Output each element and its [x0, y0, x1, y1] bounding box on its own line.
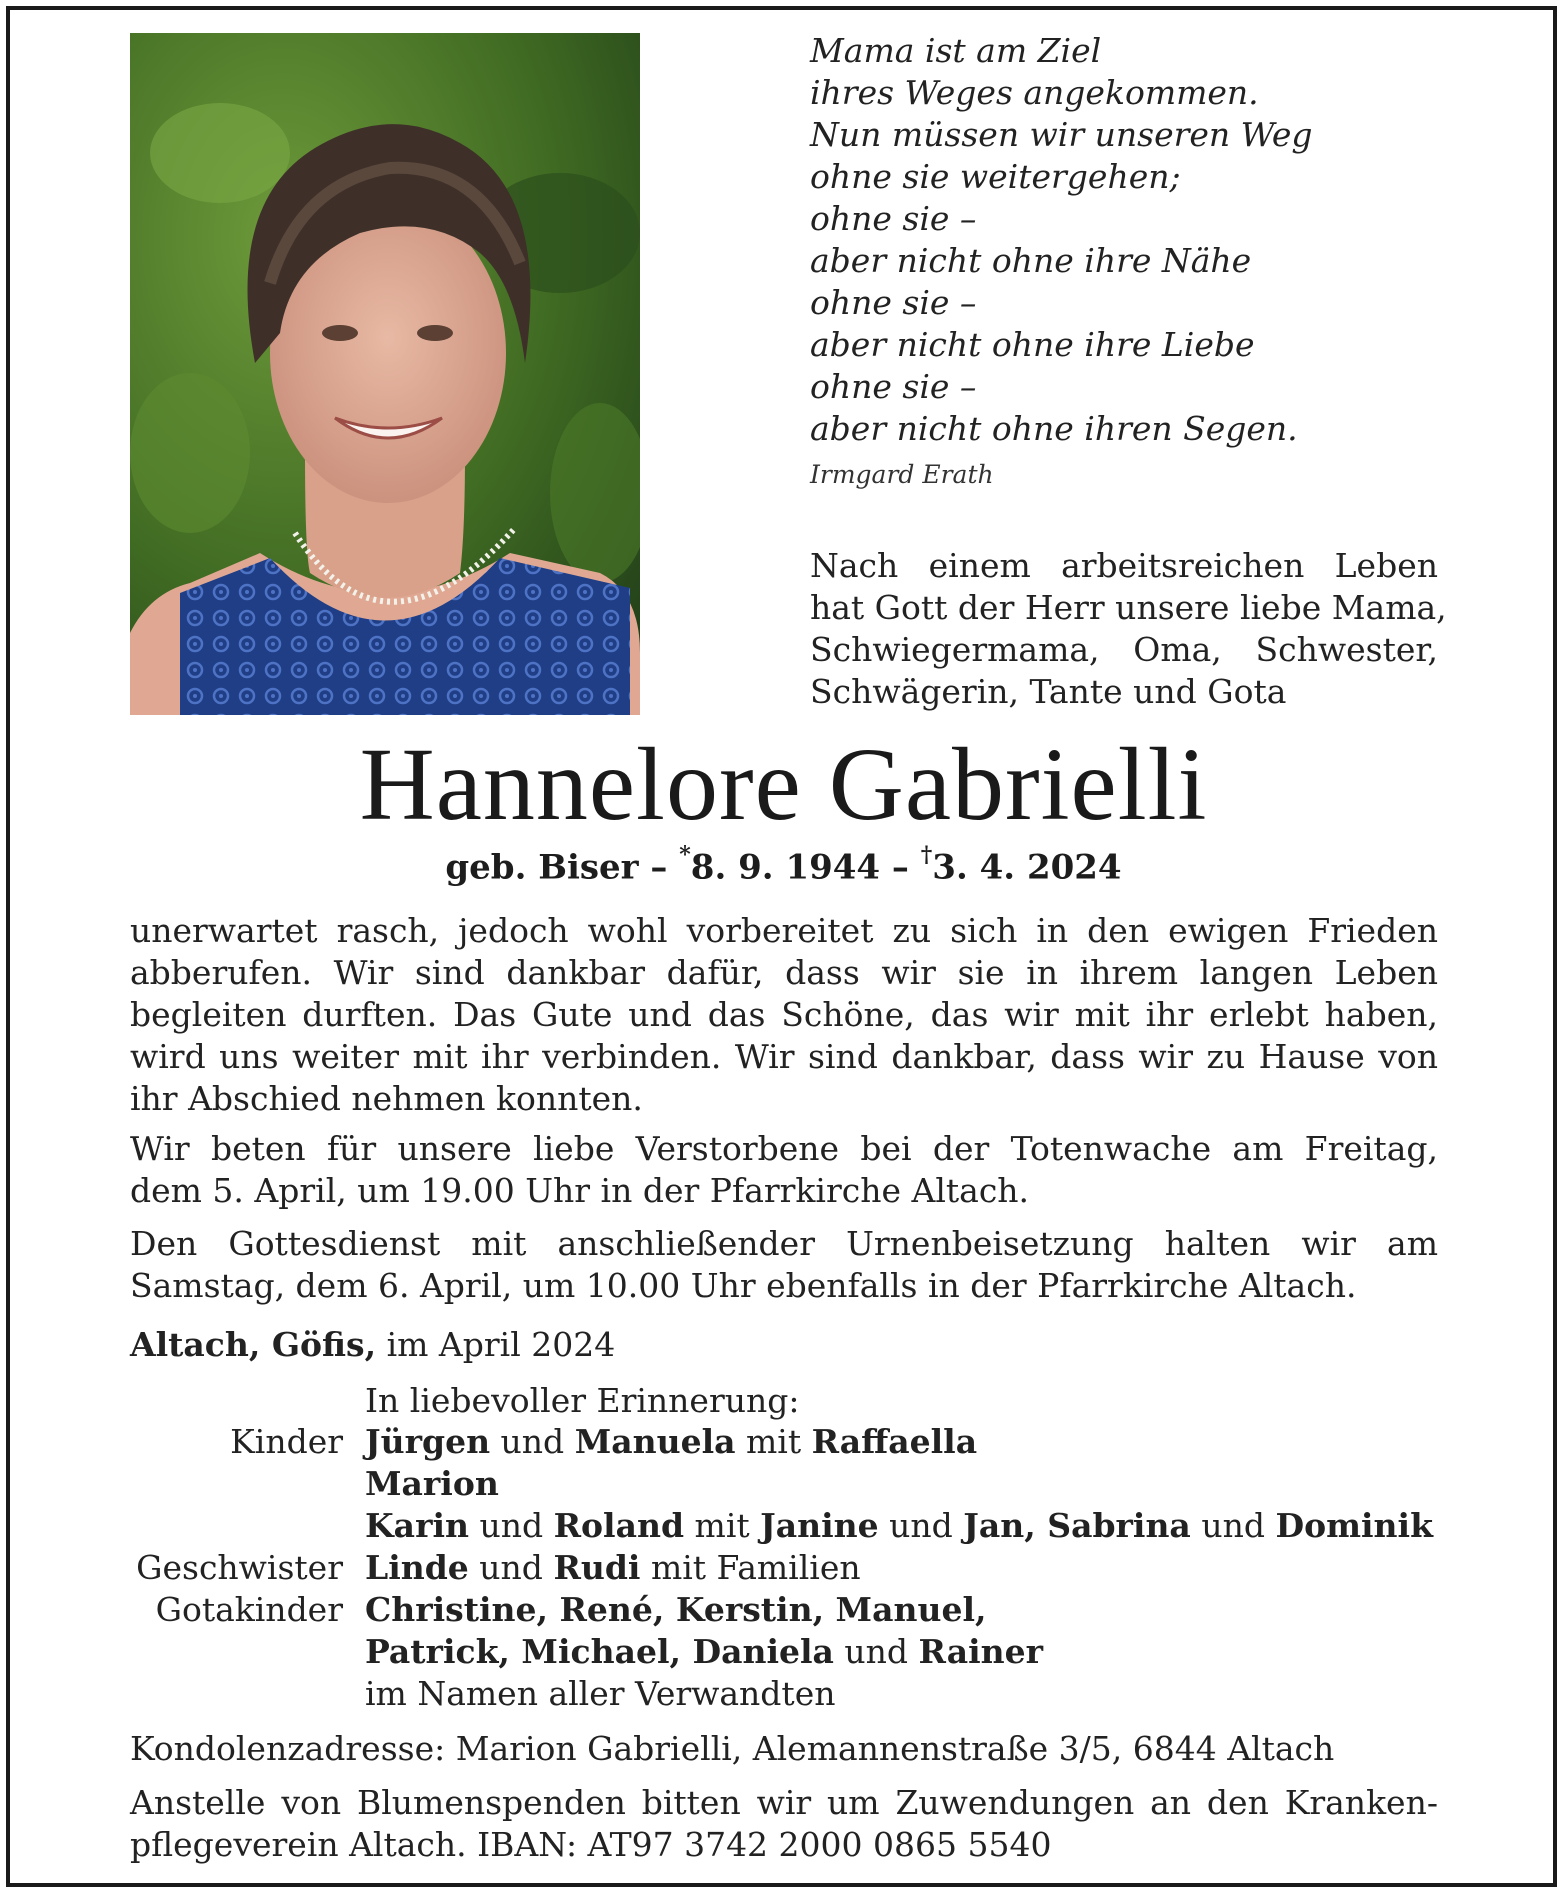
family-name: Marion: [365, 1464, 499, 1503]
condolence-address: Kondolenzadresse: Marion Gabrielli, Alemannenstraße 3/5, 6844 Altach: [130, 1729, 1335, 1768]
connector: und: [1190, 1506, 1276, 1545]
paragraph-wake: [130, 1128, 1438, 1212]
connector: und: [490, 1422, 575, 1461]
kinder-line: [365, 1464, 499, 1503]
geschwister-line: [365, 1548, 861, 1587]
paragraph-line: Den Gottesdienst mit anschließender Urnenbeisetzung halten wir am: [130, 1224, 1438, 1263]
intro-line: Schwiegermama, Oma, Schwester,: [810, 630, 1438, 669]
family-name: Linde: [365, 1548, 469, 1587]
connector: und: [878, 1506, 964, 1545]
birth-date: 8. 9. 1944 –: [690, 847, 909, 888]
life-dates: [0, 842, 1567, 888]
paragraph-line: Wir beten für unsere liebe Verstorbene bei der Totenwache am Freitag,: [130, 1129, 1438, 1168]
family-closing: im Namen aller Verwandten: [365, 1674, 836, 1713]
connector: mit: [684, 1506, 761, 1545]
place-names: Altach, Göfis,: [130, 1325, 377, 1364]
family-name: Roland: [553, 1506, 685, 1545]
paragraph-line: unerwartet rasch, jedoch wohl vorbereitet zu sich in den ewigen Frieden: [130, 911, 1438, 950]
family-name: Manuela: [574, 1422, 736, 1461]
paragraph-line: begleiten durften. Das Gute und das Schöne, das wir mit ihr erlebt haben,: [130, 995, 1438, 1034]
poem-line: Nun müssen wir unseren Weg: [810, 115, 1313, 154]
family-name: Jan, Sabrina: [963, 1506, 1191, 1545]
intro-line: Nach einem arbeitsreichen Leben: [810, 546, 1438, 585]
donation-line: pflegeverein Altach. IBAN: AT97 3742 2000 0865 5540: [130, 1825, 1052, 1864]
family-name: Jürgen: [365, 1422, 491, 1461]
label-geschwister: Geschwister: [136, 1548, 343, 1587]
deceased-name: Hannelore Gabrielli: [359, 727, 1208, 842]
portrait-photo: [130, 33, 640, 715]
poem-line: ohne sie weitergehen;: [810, 157, 1181, 196]
poem-line: aber nicht ohne ihre Nähe: [810, 241, 1252, 280]
poem-line: aber nicht ohne ihren Segen.: [810, 409, 1298, 448]
paragraph-service: [130, 1223, 1438, 1307]
family-name: Raffaella: [811, 1422, 978, 1461]
intro-line: Schwägerin, Tante und Gota: [810, 672, 1287, 711]
connector: mit Familien: [640, 1548, 861, 1587]
poem: [810, 30, 1470, 450]
connector: und: [833, 1632, 919, 1671]
poem-line: aber nicht ohne ihre Liebe: [810, 325, 1255, 364]
poem-line: ohne sie –: [810, 367, 977, 406]
family-name: Patrick, Michael, Daniela: [365, 1632, 834, 1671]
place-date: [130, 1325, 615, 1364]
connector: und: [468, 1548, 554, 1587]
poem-line: Mama ist am Ziel: [810, 31, 1102, 70]
donation-note: [130, 1782, 1438, 1866]
family-name: Karin: [365, 1506, 469, 1545]
donation-line: Anstelle von Blumenspenden bitten wir um Zuwendungen an den Kranken-: [130, 1783, 1438, 1822]
connector: und: [468, 1506, 554, 1545]
gotakinder-line: [365, 1590, 986, 1629]
poem-line: ohne sie –: [810, 283, 977, 322]
paragraph-line: wird uns weiter mit ihr verbinden. Wir sind dankbar, dass wir zu Hause von: [130, 1037, 1438, 1076]
maiden-name: geb. Biser –: [445, 847, 668, 888]
family-name: Janine: [760, 1506, 879, 1545]
family-name: Dominik: [1275, 1506, 1433, 1545]
paragraph-line: dem 5. April, um 19.00 Uhr in der Pfarrkirche Altach.: [130, 1171, 1030, 1210]
connector: mit: [735, 1422, 812, 1461]
death-symbol: †: [920, 842, 933, 868]
label-gotakinder: Gotakinder: [155, 1590, 343, 1629]
kinder-line: [365, 1506, 1433, 1545]
birth-symbol: *: [679, 842, 691, 868]
family-name: Rudi: [553, 1548, 641, 1587]
intro-line: hat Gott der Herr unsere liebe Mama,: [810, 588, 1447, 627]
family-intro: In liebevoller Erinnerung:: [365, 1381, 800, 1420]
family-name: Christine, René, Kerstin, Manuel,: [365, 1590, 987, 1629]
poem-line: ohne sie –: [810, 199, 977, 238]
paragraph-line: Samstag, dem 6. April, um 10.00 Uhr ebenfalls in der Pfarrkirche Altach.: [130, 1266, 1357, 1305]
paragraph-line: abberufen. Wir sind dankbar dafür, dass wir sie in ihrem langen Leben: [130, 953, 1438, 992]
gotakinder-line: [365, 1632, 1043, 1671]
month-year: im April 2024: [376, 1325, 616, 1364]
poem-line: ihres Weges angekommen.: [810, 73, 1259, 112]
death-date: 3. 4. 2024: [932, 847, 1122, 888]
intro-text: [810, 545, 1447, 713]
family-name: Rainer: [918, 1632, 1044, 1671]
paragraph-farewell: [130, 910, 1438, 1120]
poem-author: Irmgard Erath: [810, 460, 994, 489]
kinder-line: [365, 1422, 977, 1461]
paragraph-line: ihr Abschied nehmen konnten.: [130, 1079, 643, 1118]
label-kinder: Kinder: [230, 1422, 343, 1461]
